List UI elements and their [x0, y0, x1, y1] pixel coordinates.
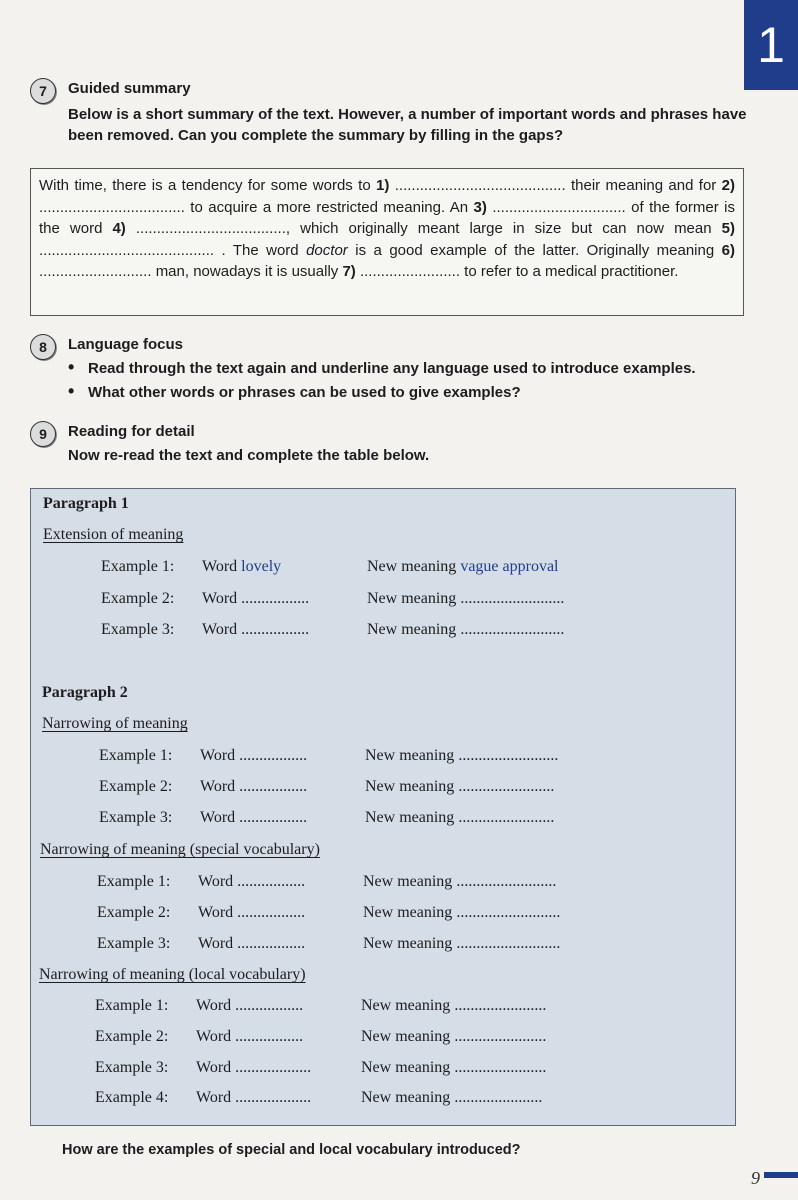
word-label: Word: [202, 590, 238, 607]
gap-number: 3): [473, 198, 487, 216]
meaning-field: [361, 997, 546, 1015]
special-vocabulary-heading: Narrowing of meaning (special vocabulary): [40, 841, 320, 858]
bullet-list: [68, 356, 748, 404]
word-blank: .................: [235, 997, 304, 1014]
word-field: [196, 1028, 303, 1046]
example-label: Example 1:: [101, 558, 175, 575]
closing-question: How are the examples of special and local vocabulary introduced?: [62, 1142, 521, 1158]
meaning-label: New meaning: [361, 997, 451, 1014]
example-label: Example 1:: [97, 873, 171, 890]
summary-italic-word: doctor: [306, 241, 348, 259]
meaning-label: New meaning: [361, 1028, 451, 1045]
summary-text: ........................... man, nowadays it is usually: [39, 263, 343, 280]
local-vocabulary-heading: Narrowing of meaning (local vocabulary): [39, 966, 306, 983]
word-field: [196, 1089, 311, 1107]
word-label: Word: [202, 558, 238, 575]
word-label: Word: [198, 873, 234, 890]
word-field: [198, 873, 305, 891]
word-answer: lovely: [241, 558, 282, 575]
summary-text: With time, there is a tendency for some words to: [39, 177, 377, 194]
summary-text: is a good example of the latter. Originally meaning: [347, 241, 722, 259]
word-blank: .................: [237, 873, 306, 890]
meaning-blank: ..........................: [460, 590, 565, 607]
bullet-text: Read through the text again and underline any language used to introduce examples.: [88, 360, 696, 377]
word-label: Word: [198, 935, 234, 952]
summary-box: [30, 168, 744, 316]
section-number-badge: 9: [30, 421, 56, 447]
example-label: Example 3:: [99, 809, 173, 826]
example-label: Example 1:: [95, 997, 169, 1014]
meaning-blank: ..........................: [456, 904, 561, 921]
word-label: Word: [200, 778, 236, 795]
word-field: [202, 621, 309, 639]
word-field: [200, 778, 307, 796]
word-label: Word: [200, 747, 236, 764]
chapter-number-tab: 1: [744, 0, 798, 90]
narrowing-of-meaning-heading: Narrowing of meaning: [42, 715, 188, 732]
gap-number: 5): [721, 220, 735, 237]
word-field: [200, 809, 307, 827]
word-blank: .................: [241, 621, 310, 638]
meaning-blank: ........................: [458, 809, 555, 826]
meaning-blank: .......................: [454, 1028, 547, 1045]
summary-text: ................................ of the former is the word: [39, 198, 735, 237]
paragraph-1-heading: Paragraph 1: [43, 495, 129, 512]
page-number-bar: [764, 1172, 798, 1178]
summary-text: ...................................., which originally meant large in size but can now mean: [125, 220, 722, 237]
section-instruction: Now re-read the text and complete the table below.: [68, 447, 430, 464]
extension-of-meaning-heading: Extension of meaning: [43, 526, 184, 543]
meaning-field: [363, 935, 560, 953]
meaning-answer: vague approval: [460, 558, 559, 575]
word-label: Word: [196, 1028, 232, 1045]
meaning-label: New meaning: [365, 778, 455, 795]
meaning-label: New meaning: [367, 590, 457, 607]
meaning-label: New meaning: [361, 1089, 451, 1106]
meaning-blank: .......................: [454, 1059, 547, 1076]
meaning-label: New meaning: [367, 621, 457, 638]
meaning-blank: .........................: [458, 747, 559, 764]
section-number-badge: 8: [30, 334, 56, 360]
word-field: [200, 747, 307, 765]
section-title: Reading for detail: [68, 423, 195, 440]
meaning-label: New meaning: [361, 1059, 451, 1076]
meaning-field: [365, 747, 558, 765]
word-label: Word: [202, 621, 238, 638]
example-label: Example 3:: [97, 935, 171, 952]
meaning-field: [367, 558, 559, 576]
section-title: Language focus: [68, 336, 184, 353]
gap-number: 2): [721, 177, 735, 194]
section-instruction: Below is a short summary of the text. However, a number of important words and phrases have been removed. Can you complete the summary by filling in the gaps?: [68, 106, 747, 144]
meaning-label: New meaning: [367, 558, 457, 575]
word-field: [202, 558, 281, 576]
word-field: [198, 904, 305, 922]
example-label: Example 1:: [99, 747, 173, 764]
gap-number: 6): [721, 241, 735, 259]
summary-text: ......................................... their meaning and for: [389, 177, 722, 194]
meaning-field: [361, 1059, 546, 1077]
meaning-field: [363, 904, 560, 922]
paragraph-2-heading: Paragraph 2: [42, 684, 128, 701]
word-field: [196, 997, 303, 1015]
word-label: Word: [196, 997, 232, 1014]
gap-number: 4): [112, 220, 126, 237]
example-label: Example 4:: [95, 1089, 169, 1106]
section-number-badge: 7: [30, 78, 56, 104]
example-label: Example 2:: [99, 778, 173, 795]
meaning-blank: ......................: [454, 1089, 543, 1106]
meaning-blank: ........................: [458, 778, 555, 795]
summary-text: .......................................... . The word: [39, 241, 307, 259]
meaning-field: [367, 590, 564, 608]
word-blank: ...................: [235, 1089, 312, 1106]
word-field: [196, 1059, 311, 1077]
word-label: Word: [196, 1059, 232, 1076]
word-field: [202, 590, 309, 608]
meaning-label: New meaning: [365, 747, 455, 764]
meaning-field: [361, 1089, 542, 1107]
summary-text: ........................ to refer to a medical practitioner.: [355, 263, 679, 280]
example-label: Example 2:: [95, 1028, 169, 1045]
word-field: [198, 935, 305, 953]
word-blank: .................: [239, 809, 308, 826]
meaning-blank: ..........................: [460, 621, 565, 638]
meaning-blank: .........................: [456, 873, 557, 890]
meaning-field: [363, 873, 556, 891]
meaning-blank: .......................: [454, 997, 547, 1014]
meaning-field: [361, 1028, 546, 1046]
section-title: Guided summary: [68, 80, 191, 97]
word-blank: ...................: [235, 1059, 312, 1076]
reading-detail-table: [30, 488, 736, 1126]
meaning-field: [365, 778, 554, 796]
meaning-label: New meaning: [363, 935, 453, 952]
word-blank: .................: [237, 904, 306, 921]
example-label: Example 3:: [95, 1059, 169, 1076]
meaning-label: New meaning: [363, 873, 453, 890]
meaning-blank: ..........................: [456, 935, 561, 952]
word-label: Word: [196, 1089, 232, 1106]
word-blank: .................: [239, 747, 308, 764]
word-blank: .................: [235, 1028, 304, 1045]
meaning-field: [365, 809, 554, 827]
word-label: Word: [198, 904, 234, 921]
word-blank: .................: [241, 590, 310, 607]
summary-text: ................................... to acquire a more restricted meaning. An: [39, 198, 474, 216]
word-blank: .................: [237, 935, 306, 952]
page-number: 9: [751, 1168, 760, 1188]
bullet-text: What other words or phrases can be used to give examples?: [88, 384, 521, 401]
bullet-item: [68, 380, 748, 404]
example-label: Example 2:: [101, 590, 175, 607]
meaning-field: [367, 621, 564, 639]
meaning-label: New meaning: [365, 809, 455, 826]
gap-number: 1): [376, 177, 390, 194]
example-label: Example 2:: [97, 904, 171, 921]
word-label: Word: [200, 809, 236, 826]
example-label: Example 3:: [101, 621, 175, 638]
bullet-item: [68, 356, 748, 380]
meaning-label: New meaning: [363, 904, 453, 921]
word-blank: .................: [239, 778, 308, 795]
gap-number: 7): [342, 263, 356, 280]
